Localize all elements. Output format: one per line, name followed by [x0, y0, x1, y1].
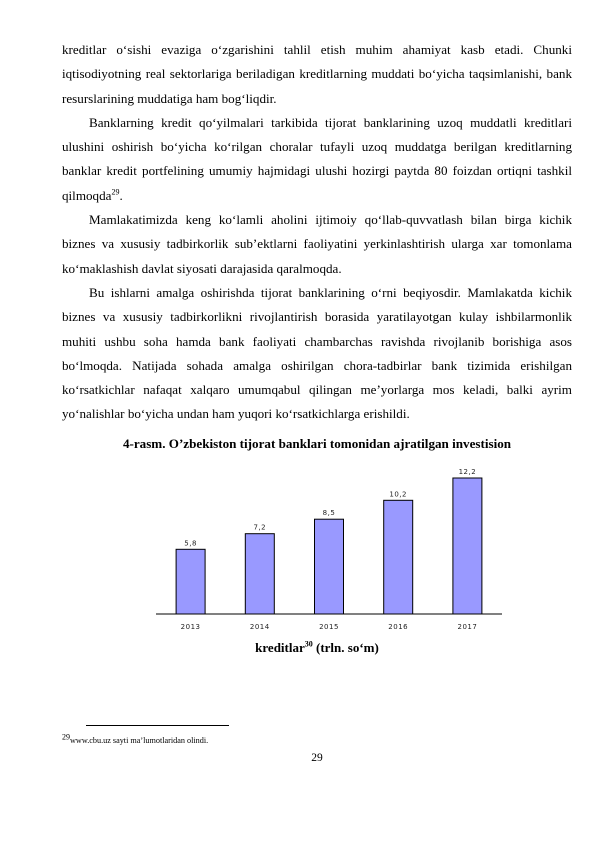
figure-caption — [62, 640, 572, 656]
bar-value-label: 8,5 — [322, 509, 336, 518]
paragraph — [62, 111, 572, 208]
footnote-text: www.cbu.uz sayti ma’lumotlaridan olindi. — [70, 736, 209, 745]
footnote-separator — [86, 725, 229, 726]
paragraph-text: Banklarning kredit qo‘yilmalari tarkibida tijorat banklarining uzoq muddatli kreditlari ulushini oshirish bo‘yicha ko‘rilgan choralar tufayli uzoq muddatga berilgan kreditlarning banklar kredit portfelining umumiy hajmidagi ulushi hozirgi paytda 80 foizdan ortiqni tashkil qilmoqda — [62, 114, 572, 203]
bar-2013 — [176, 549, 205, 614]
bar-chart — [154, 468, 504, 636]
bar-2017 — [453, 478, 482, 614]
bar-2015 — [315, 519, 344, 614]
x-tick-label: 2017 — [457, 623, 478, 631]
paragraph — [62, 281, 572, 427]
x-tick-label: 2016 — [388, 623, 409, 631]
bar-2014 — [245, 534, 274, 614]
bar-2016 — [384, 500, 413, 614]
body-text — [62, 38, 572, 427]
caption-unit: (trln. so‘m) — [312, 640, 379, 655]
paragraph-text: kreditlar o‘sishi evaziga o‘zgarishini tahlil etish muhim ahamiyat kasb etadi. Chunki iqtisodiyotning real sektorlariga beriladigan kreditlarning muddati bo‘yicha taqsimlanishi, bank resurslarining muddatiga ham bog‘liqdir. — [62, 42, 572, 106]
figure-title: 4-rasm. O’zbekiston tijorat banklari tomonidan ajratilgan investision — [122, 436, 512, 451]
x-tick-label: 2013 — [180, 623, 201, 631]
footnote-ref: 29 — [111, 187, 120, 197]
bar-value-label: 10,2 — [389, 490, 407, 499]
document-page — [62, 38, 572, 764]
bar-value-label: 7,2 — [253, 523, 267, 532]
footnote-number: 29 — [62, 732, 70, 742]
footnote — [62, 732, 209, 745]
paragraph-text: Bu ishlarni amalga oshirishda tijorat banklarining o‘rni beqiyosdir. Mamlakatda kichik biznes va xususiy tadbirkorlikni rivojlantirish borasida yaratilayotgan kulay ishbilarmonlik muhiti ushbu soha hamda bank faoliyati chambarchas ravishda rivojlanib borishiga asos bo‘lmoqda. Natijada sohada amalga oshirilgan chora-tadbirlar bank tizimida erishilgan ko‘rsatkichlar nafaqat xalqaro umumqabul qilingan me’yorlarga mos keladi, balki ayrim yo‘nalishlar bo‘yicha undan ham yuqori ko‘rsatkichlarga erishildi. — [62, 284, 572, 422]
paragraph-tail: . — [119, 187, 123, 203]
x-tick-label: 2015 — [319, 623, 339, 631]
page-number: 29 — [311, 752, 323, 764]
caption-footnote-ref: 30 — [304, 639, 313, 649]
x-tick-label: 2014 — [249, 623, 270, 631]
paragraph-text: Mamlakatimizda keng ko‘lamli aholini ijtimoiy qo‘llab-quvvatlash bilan birga kichik biznes va xususiy tadbirkorlik sub’ektlarni faoliyatini yerkinlashtirish ularga xar tomonlama ko‘maklashish davlat siyosati darajasida qaralmoqda. — [62, 212, 572, 276]
paragraph — [62, 208, 572, 281]
caption-main: kreditlar — [255, 640, 305, 655]
paragraph — [62, 38, 572, 111]
bar-value-label: 12,2 — [458, 468, 477, 476]
bar-value-label: 5,8 — [184, 539, 197, 548]
